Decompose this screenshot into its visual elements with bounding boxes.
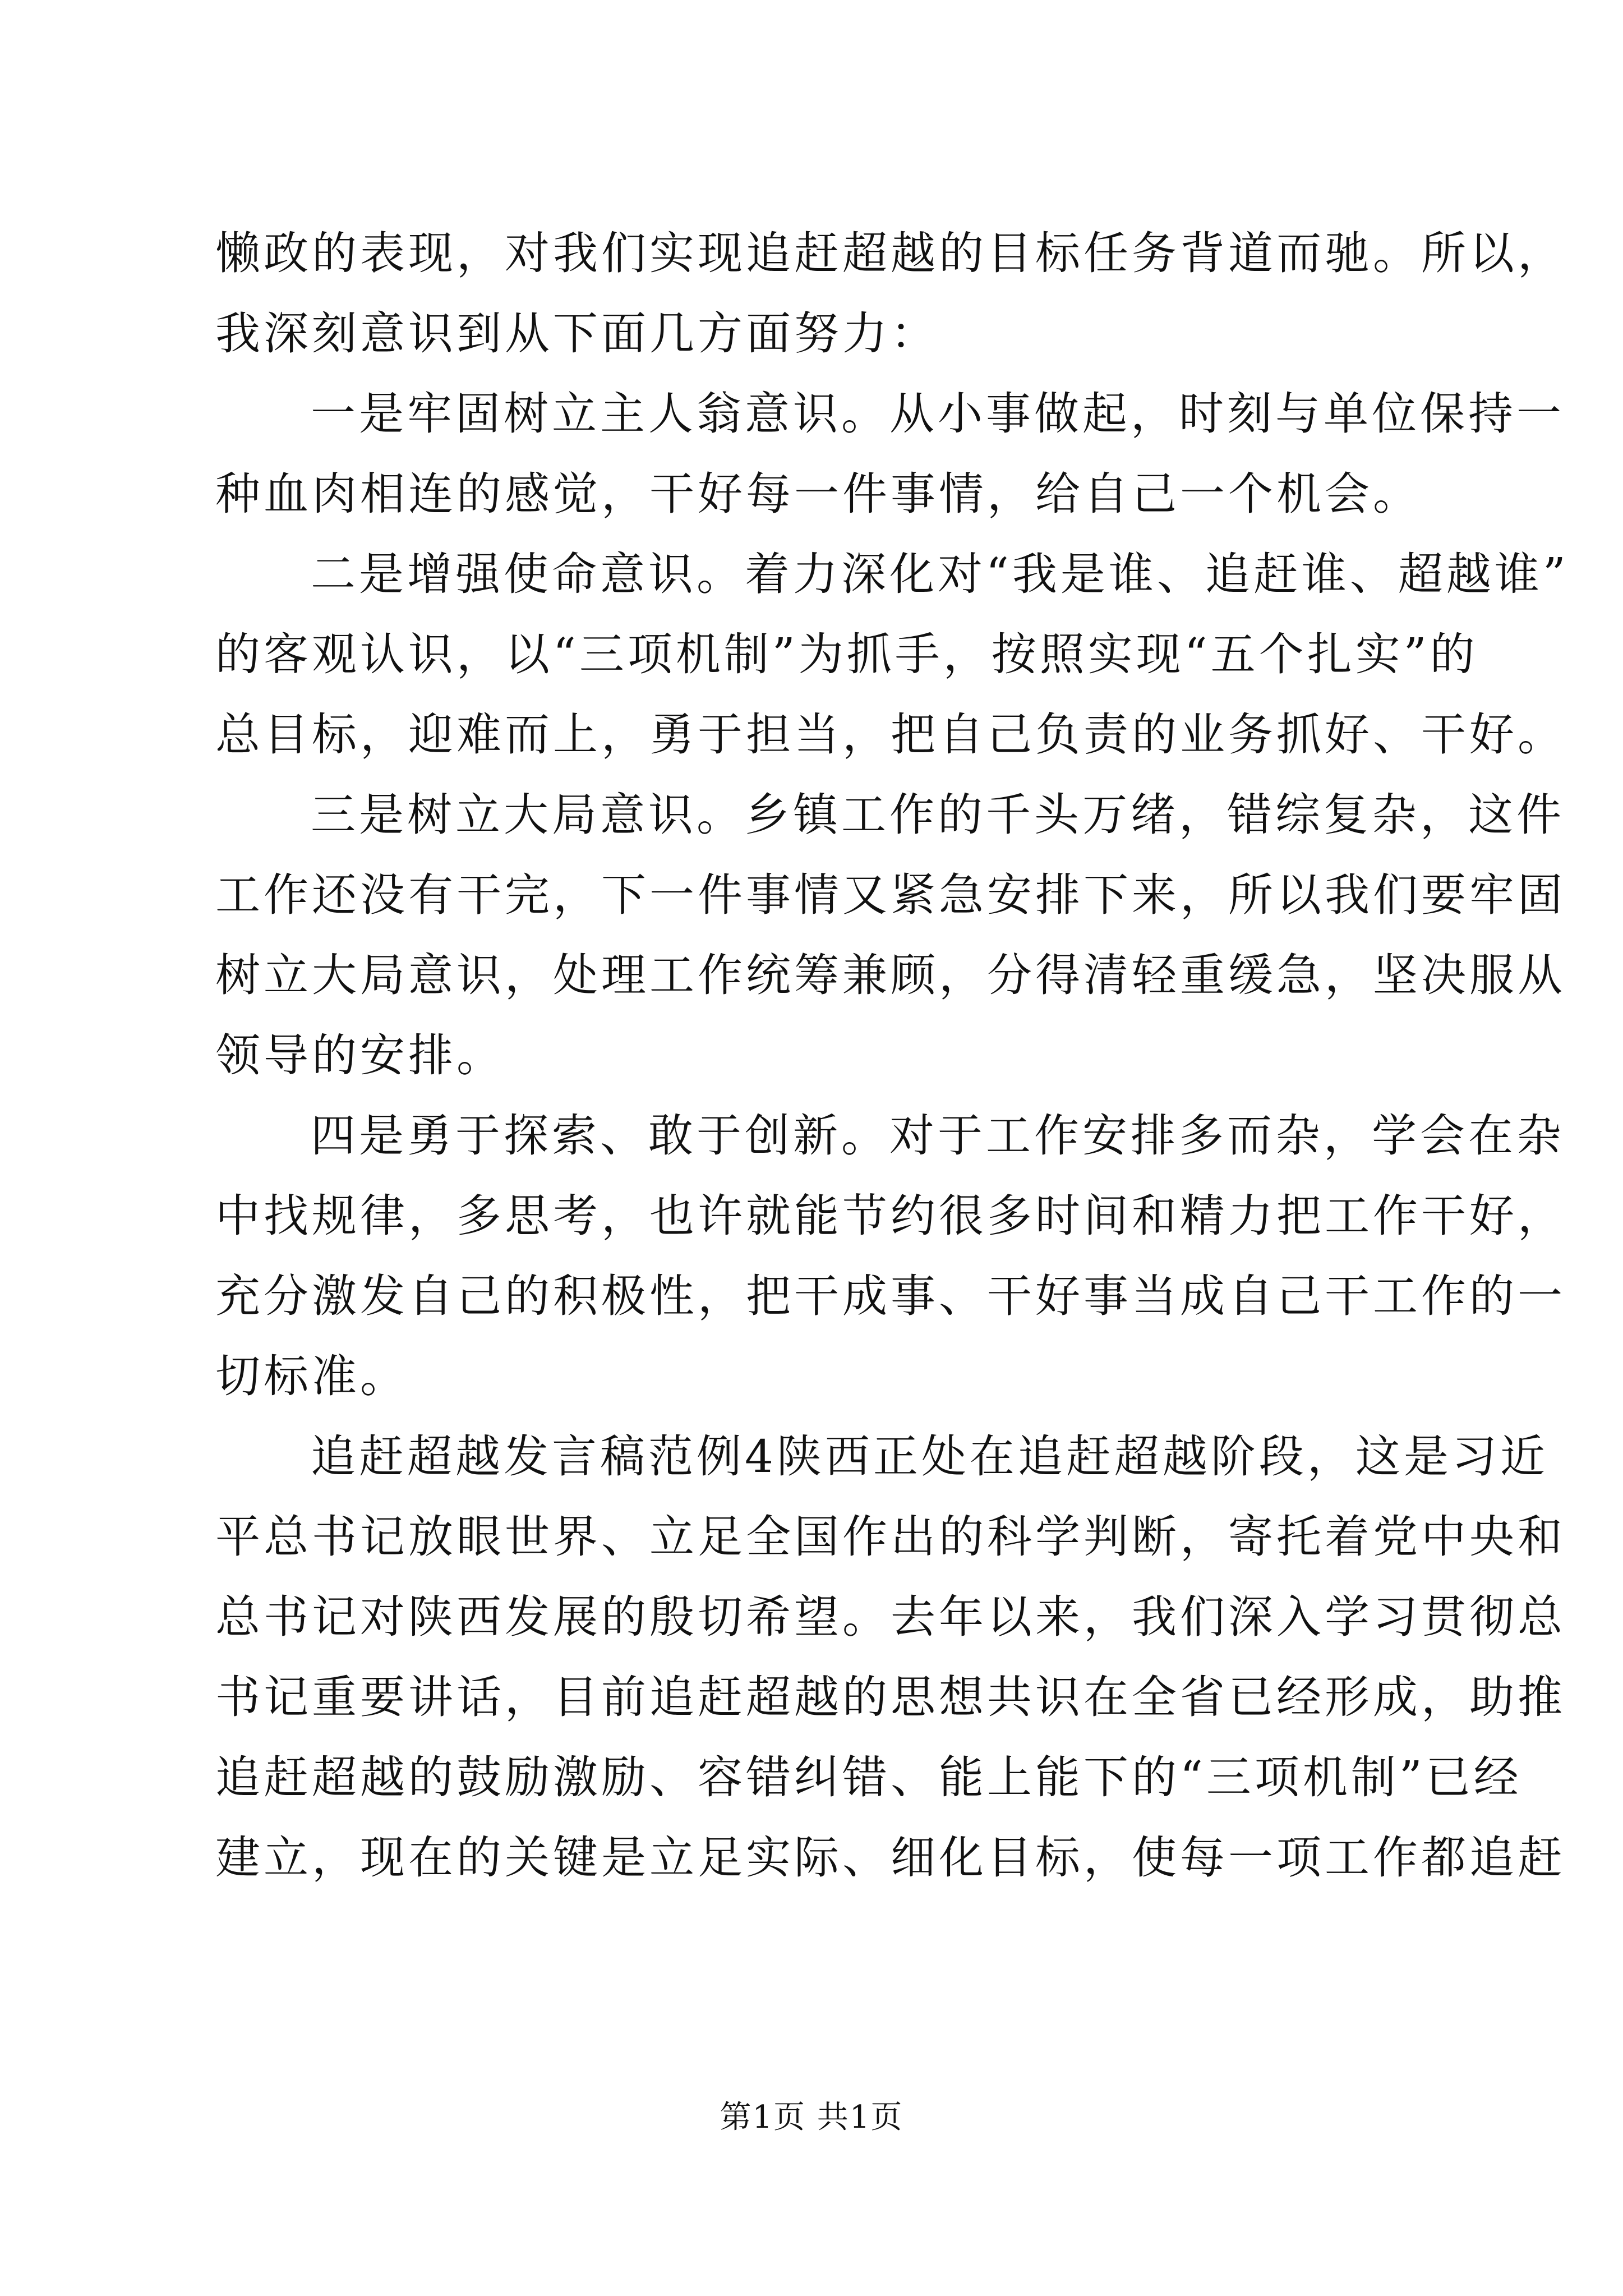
text-line: 总目标，迎难而上，勇于担当，把自己负责的业务抓好、干好。 [215,708,1566,761]
text-line: 平总书记放眼世界、立足全国作出的科学判断，寄托着党中央和 [215,1511,1566,1563]
text-line: 的客观认识，以“三项机制”为抓手，按照实现“五个扎实”的 [215,628,1478,680]
text-line: 树立大局意识，处理工作统筹兼顾，分得清轻重缓急，坚决服从 [215,949,1566,1001]
text-line: 我深刻意识到从下面几方面努力： [215,307,939,360]
text-line: 追赶超越的鼓励激励、容错纠错、能上能下的“三项机制”已经 [215,1751,1522,1803]
text-line: 建立，现在的关键是立足实际、细化目标，使每一项工作都追赶 [215,1832,1566,1884]
text-line: 中找规律，多思考，也许就能节约很多时间和精力把工作干好， [215,1190,1566,1242]
text-line: 总书记对陕西发展的殷切希望。去年以来，我们深入学习贯彻总 [215,1591,1566,1643]
text-line: 工作还没有干完，下一件事情又紧急安排下来，所以我们要牢固 [215,869,1566,921]
paragraph-first-line: 二是增强使命意识。着力深化对“我是谁、追赶谁、超越谁” [311,548,1569,600]
page-number-footer: 第1页 共1页 [720,2099,903,2136]
paragraph-first-line: 一是牢固树立主人翁意识。从小事做起，时刻与单位保持一 [311,388,1565,440]
text-line: 书记重要讲话，目前追赶超越的思想共识在全省已经形成，助推 [215,1671,1566,1723]
text-line: 种血肉相连的感觉，干好每一件事情，给自己一个机会。 [215,468,1421,520]
paragraph-first-line: 四是勇于探索、敢于创新。对于工作安排多而杂，学会在杂 [311,1110,1565,1162]
text-line: 领导的安排。 [215,1029,505,1082]
text-line: 充分激发自己的积极性，把干成事、干好事当成自己干工作的一 [215,1270,1566,1322]
text-line: 懒政的表现，对我们实现追赶超越的目标任务背道而驰。所以， [215,227,1566,279]
body-text [215,213,1569,1898]
text-line: 切标准。 [215,1350,408,1402]
paragraph-first-line: 三是树立大局意识。乡镇工作的千头万绪，错综复杂，这件 [311,789,1565,841]
paragraph-first-line: 追赶超越发言稿范例4陕西正处在追赶超越阶段，这是习近 [311,1430,1548,1483]
